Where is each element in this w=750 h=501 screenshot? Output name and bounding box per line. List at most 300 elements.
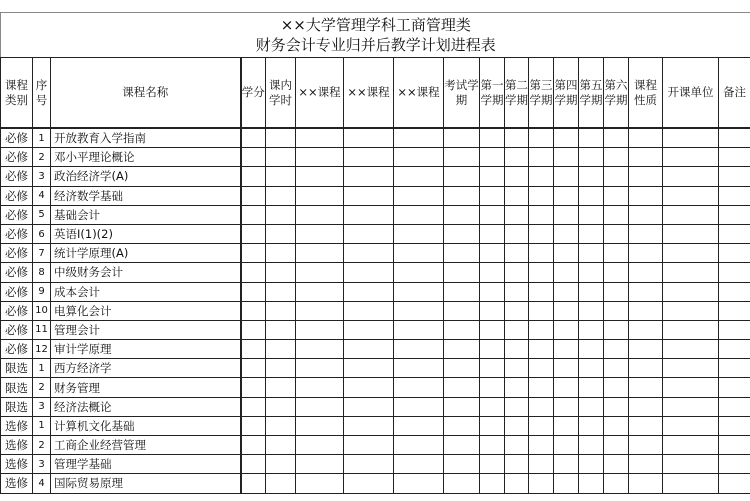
empty-cell	[663, 282, 719, 301]
empty-cell	[241, 455, 266, 474]
empty-cell	[344, 263, 394, 282]
course-name: 中级财务会计	[51, 263, 241, 282]
empty-cell	[554, 205, 579, 224]
empty-cell	[241, 205, 266, 224]
empty-cell	[579, 436, 604, 455]
empty-cell	[663, 263, 719, 282]
course-name: 成本会计	[51, 282, 241, 301]
empty-cell	[604, 378, 629, 397]
empty-cell	[505, 224, 529, 243]
empty-cell	[444, 148, 480, 167]
empty-cell	[505, 474, 529, 493]
empty-cell	[505, 301, 529, 320]
empty-cell	[444, 378, 480, 397]
empty-cell	[629, 359, 663, 378]
empty-cell	[394, 167, 444, 186]
empty-cell	[529, 263, 554, 282]
course-type: 选修	[1, 455, 33, 474]
course-type: 必修	[1, 244, 33, 263]
empty-cell	[579, 397, 604, 416]
table-row	[1, 397, 750, 416]
empty-cell	[604, 128, 629, 148]
empty-cell	[266, 186, 296, 205]
table-row	[1, 128, 750, 148]
empty-cell	[529, 320, 554, 339]
empty-cell	[241, 340, 266, 359]
table-row	[1, 436, 750, 455]
empty-cell	[663, 359, 719, 378]
empty-cell	[629, 397, 663, 416]
empty-cell	[394, 455, 444, 474]
empty-cell	[444, 416, 480, 435]
empty-cell	[579, 474, 604, 493]
header-row	[1, 58, 750, 129]
empty-cell	[529, 282, 554, 301]
empty-cell	[719, 378, 750, 397]
empty-cell	[296, 167, 344, 186]
empty-cell	[529, 205, 554, 224]
empty-cell	[604, 186, 629, 205]
empty-cell	[344, 282, 394, 301]
empty-cell	[529, 167, 554, 186]
empty-cell	[505, 148, 529, 167]
table-row	[1, 340, 750, 359]
column-header: 课程名称	[51, 58, 241, 129]
empty-cell	[554, 263, 579, 282]
empty-cell	[394, 359, 444, 378]
empty-cell	[480, 301, 505, 320]
empty-cell	[394, 397, 444, 416]
empty-cell	[444, 128, 480, 148]
empty-cell	[344, 416, 394, 435]
empty-cell	[394, 263, 444, 282]
empty-cell	[629, 378, 663, 397]
empty-cell	[344, 244, 394, 263]
empty-cell	[579, 224, 604, 243]
empty-cell	[241, 128, 266, 148]
empty-cell	[604, 224, 629, 243]
course-number: 2	[33, 378, 51, 397]
empty-cell	[394, 378, 444, 397]
course-name: 统计学原理(A)	[51, 244, 241, 263]
empty-cell	[266, 263, 296, 282]
empty-cell	[529, 378, 554, 397]
empty-cell	[505, 128, 529, 148]
empty-cell	[604, 205, 629, 224]
empty-cell	[529, 455, 554, 474]
course-name: 工商企业经营管理	[51, 436, 241, 455]
empty-cell	[579, 186, 604, 205]
empty-cell	[505, 340, 529, 359]
empty-cell	[554, 282, 579, 301]
empty-cell	[444, 301, 480, 320]
empty-cell	[296, 455, 344, 474]
table-row	[1, 205, 750, 224]
empty-cell	[266, 378, 296, 397]
empty-cell	[554, 148, 579, 167]
empty-cell	[604, 320, 629, 339]
course-type: 限选	[1, 378, 33, 397]
empty-cell	[480, 148, 505, 167]
empty-cell	[629, 148, 663, 167]
empty-cell	[604, 301, 629, 320]
course-name: 财务管理	[51, 378, 241, 397]
empty-cell	[344, 474, 394, 493]
course-type: 必修	[1, 320, 33, 339]
empty-cell	[663, 186, 719, 205]
empty-cell	[719, 416, 750, 435]
empty-cell	[266, 474, 296, 493]
column-header: 学分	[241, 58, 266, 129]
course-name: 电算化会计	[51, 301, 241, 320]
empty-cell	[505, 359, 529, 378]
table-row	[1, 282, 750, 301]
course-type: 必修	[1, 205, 33, 224]
empty-cell	[554, 416, 579, 435]
empty-cell	[629, 474, 663, 493]
empty-cell	[579, 167, 604, 186]
empty-cell	[241, 359, 266, 378]
empty-cell	[394, 128, 444, 148]
empty-cell	[480, 320, 505, 339]
course-name: 西方经济学	[51, 359, 241, 378]
empty-cell	[444, 224, 480, 243]
course-number: 3	[33, 397, 51, 416]
empty-cell	[444, 282, 480, 301]
empty-cell	[505, 186, 529, 205]
course-type: 必修	[1, 148, 33, 167]
empty-cell	[505, 205, 529, 224]
empty-cell	[480, 244, 505, 263]
empty-cell	[241, 378, 266, 397]
empty-cell	[444, 359, 480, 378]
table-row	[1, 244, 750, 263]
empty-cell	[663, 474, 719, 493]
empty-cell	[480, 436, 505, 455]
table-row	[1, 320, 750, 339]
empty-cell	[529, 128, 554, 148]
empty-cell	[505, 263, 529, 282]
course-type: 必修	[1, 282, 33, 301]
empty-cell	[629, 436, 663, 455]
course-type: 选修	[1, 416, 33, 435]
empty-cell	[480, 416, 505, 435]
course-type: 必修	[1, 301, 33, 320]
table-row	[1, 378, 750, 397]
empty-cell	[505, 320, 529, 339]
empty-cell	[480, 186, 505, 205]
empty-cell	[505, 167, 529, 186]
course-number: 10	[33, 301, 51, 320]
course-number: 8	[33, 263, 51, 282]
course-number: 4	[33, 474, 51, 493]
empty-cell	[344, 186, 394, 205]
empty-cell	[579, 378, 604, 397]
empty-cell	[579, 148, 604, 167]
empty-cell	[663, 397, 719, 416]
empty-cell	[579, 205, 604, 224]
empty-cell	[554, 397, 579, 416]
empty-cell	[663, 320, 719, 339]
empty-cell	[579, 340, 604, 359]
title-line-1: ××大学管理学科工商管理类	[280, 16, 471, 34]
empty-cell	[241, 397, 266, 416]
course-type: 必修	[1, 340, 33, 359]
empty-cell	[444, 436, 480, 455]
column-header: 开课单位	[663, 58, 719, 129]
course-name: 国际贸易原理	[51, 474, 241, 493]
empty-cell	[296, 474, 344, 493]
empty-cell	[529, 224, 554, 243]
column-header: ××课程	[394, 58, 444, 129]
empty-cell	[241, 148, 266, 167]
empty-cell	[604, 340, 629, 359]
empty-cell	[344, 320, 394, 339]
empty-cell	[529, 244, 554, 263]
empty-cell	[266, 224, 296, 243]
empty-cell	[266, 340, 296, 359]
empty-cell	[344, 167, 394, 186]
empty-cell	[719, 340, 750, 359]
course-number: 1	[33, 128, 51, 148]
course-number: 5	[33, 205, 51, 224]
empty-cell	[719, 128, 750, 148]
course-number: 1	[33, 359, 51, 378]
empty-cell	[579, 320, 604, 339]
empty-cell	[505, 397, 529, 416]
empty-cell	[266, 128, 296, 148]
empty-cell	[480, 167, 505, 186]
empty-cell	[266, 167, 296, 186]
empty-cell	[296, 148, 344, 167]
course-name: 管理学基础	[51, 455, 241, 474]
empty-cell	[719, 359, 750, 378]
empty-cell	[554, 128, 579, 148]
course-type: 必修	[1, 263, 33, 282]
empty-cell	[444, 320, 480, 339]
column-header: 第六学期	[604, 58, 629, 129]
empty-cell	[241, 282, 266, 301]
empty-cell	[719, 282, 750, 301]
empty-cell	[579, 416, 604, 435]
empty-cell	[344, 301, 394, 320]
empty-cell	[394, 205, 444, 224]
course-number: 12	[33, 340, 51, 359]
empty-cell	[296, 340, 344, 359]
column-header: 课程性质	[629, 58, 663, 129]
empty-cell	[604, 397, 629, 416]
empty-cell	[266, 359, 296, 378]
empty-cell	[629, 224, 663, 243]
empty-cell	[554, 244, 579, 263]
empty-cell	[579, 282, 604, 301]
course-number: 2	[33, 436, 51, 455]
empty-cell	[554, 186, 579, 205]
empty-cell	[444, 340, 480, 359]
empty-cell	[719, 455, 750, 474]
empty-cell	[505, 455, 529, 474]
table-row	[1, 263, 750, 282]
empty-cell	[719, 397, 750, 416]
empty-cell	[296, 263, 344, 282]
course-name: 政治经济学(A)	[51, 167, 241, 186]
empty-cell	[579, 455, 604, 474]
empty-cell	[579, 359, 604, 378]
empty-cell	[266, 455, 296, 474]
empty-cell	[505, 244, 529, 263]
empty-cell	[241, 167, 266, 186]
course-name: 基础会计	[51, 205, 241, 224]
empty-cell	[480, 340, 505, 359]
course-number: 6	[33, 224, 51, 243]
empty-cell	[629, 167, 663, 186]
empty-cell	[663, 455, 719, 474]
course-number: 3	[33, 167, 51, 186]
empty-cell	[241, 186, 266, 205]
empty-cell	[241, 474, 266, 493]
empty-cell	[719, 301, 750, 320]
empty-cell	[241, 320, 266, 339]
empty-cell	[241, 224, 266, 243]
column-header: ××课程	[344, 58, 394, 129]
empty-cell	[344, 205, 394, 224]
empty-cell	[266, 320, 296, 339]
empty-cell	[241, 263, 266, 282]
empty-cell	[394, 301, 444, 320]
empty-cell	[480, 282, 505, 301]
empty-cell	[394, 474, 444, 493]
empty-cell	[296, 416, 344, 435]
course-number: 3	[33, 455, 51, 474]
column-header: 序号	[33, 58, 51, 129]
empty-cell	[719, 474, 750, 493]
empty-cell	[444, 397, 480, 416]
table-row	[1, 359, 750, 378]
empty-cell	[394, 186, 444, 205]
empty-cell	[480, 205, 505, 224]
empty-cell	[554, 455, 579, 474]
empty-cell	[266, 301, 296, 320]
empty-cell	[579, 244, 604, 263]
empty-cell	[719, 205, 750, 224]
empty-cell	[296, 186, 344, 205]
empty-cell	[344, 128, 394, 148]
empty-cell	[529, 340, 554, 359]
empty-cell	[266, 436, 296, 455]
empty-cell	[394, 416, 444, 435]
empty-cell	[344, 359, 394, 378]
empty-cell	[554, 320, 579, 339]
empty-cell	[629, 301, 663, 320]
column-header: 第二学期	[505, 58, 529, 129]
table-row	[1, 301, 750, 320]
table-row	[1, 148, 750, 167]
empty-cell	[663, 301, 719, 320]
empty-cell	[529, 416, 554, 435]
empty-cell	[719, 244, 750, 263]
empty-cell	[344, 224, 394, 243]
empty-cell	[604, 167, 629, 186]
empty-cell	[579, 301, 604, 320]
course-number: 7	[33, 244, 51, 263]
course-name: 邓小平理论概论	[51, 148, 241, 167]
empty-cell	[480, 128, 505, 148]
empty-cell	[629, 263, 663, 282]
empty-cell	[505, 436, 529, 455]
empty-cell	[444, 455, 480, 474]
empty-cell	[296, 205, 344, 224]
empty-cell	[554, 167, 579, 186]
empty-cell	[344, 378, 394, 397]
empty-cell	[296, 282, 344, 301]
empty-cell	[663, 224, 719, 243]
course-name: 计算机文化基础	[51, 416, 241, 435]
course-number: 11	[33, 320, 51, 339]
column-header: 第三学期	[529, 58, 554, 129]
empty-cell	[480, 378, 505, 397]
empty-cell	[604, 148, 629, 167]
empty-cell	[529, 301, 554, 320]
empty-cell	[296, 128, 344, 148]
empty-cell	[266, 148, 296, 167]
empty-cell	[629, 205, 663, 224]
empty-cell	[241, 301, 266, 320]
empty-cell	[529, 397, 554, 416]
empty-cell	[296, 397, 344, 416]
empty-cell	[579, 128, 604, 148]
empty-cell	[604, 244, 629, 263]
table-row	[1, 455, 750, 474]
empty-cell	[663, 436, 719, 455]
empty-cell	[394, 282, 444, 301]
course-name: 英语Ⅰ(1)(2)	[51, 224, 241, 243]
empty-cell	[663, 416, 719, 435]
empty-cell	[296, 359, 344, 378]
empty-cell	[480, 455, 505, 474]
course-type: 限选	[1, 359, 33, 378]
course-type: 必修	[1, 224, 33, 243]
teaching-plan-table	[0, 12, 750, 494]
empty-cell	[554, 359, 579, 378]
empty-cell	[266, 416, 296, 435]
empty-cell	[719, 320, 750, 339]
empty-cell	[719, 148, 750, 167]
empty-cell	[480, 397, 505, 416]
empty-cell	[629, 186, 663, 205]
table-row	[1, 224, 750, 243]
empty-cell	[241, 244, 266, 263]
empty-cell	[529, 186, 554, 205]
empty-cell	[344, 340, 394, 359]
empty-cell	[444, 205, 480, 224]
course-name: 管理会计	[51, 320, 241, 339]
course-name: 审计学原理	[51, 340, 241, 359]
empty-cell	[241, 416, 266, 435]
empty-cell	[554, 378, 579, 397]
column-header: 第五学期	[579, 58, 604, 129]
empty-cell	[554, 436, 579, 455]
empty-cell	[604, 282, 629, 301]
course-name: 经济数学基础	[51, 186, 241, 205]
course-type: 限选	[1, 397, 33, 416]
empty-cell	[296, 378, 344, 397]
empty-cell	[604, 263, 629, 282]
empty-cell	[266, 282, 296, 301]
empty-cell	[663, 128, 719, 148]
empty-cell	[579, 263, 604, 282]
empty-cell	[529, 436, 554, 455]
course-type: 必修	[1, 167, 33, 186]
